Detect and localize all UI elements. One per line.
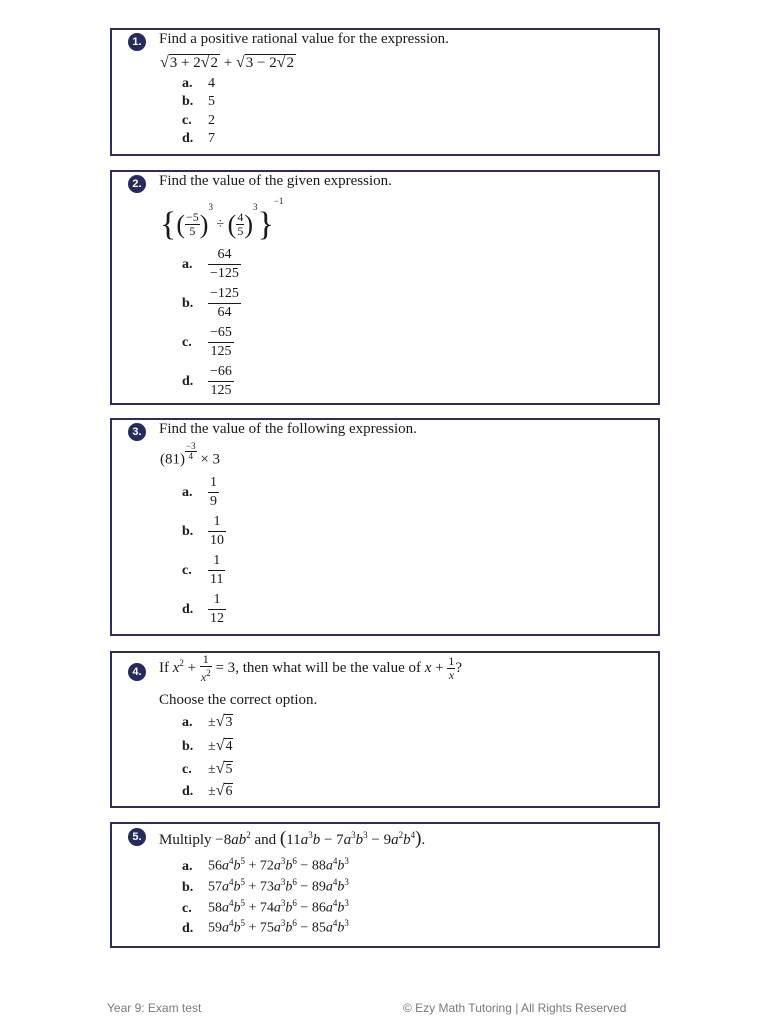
question-3-box <box>110 418 660 636</box>
footer-copyright: © Ezy Math Tutoring | All Rights Reserved <box>403 1001 627 1015</box>
option-c[interactable]: c. 2 <box>182 113 215 128</box>
math-expression: (81) $^{\frac{-3}{4}}$ × 3 <box>160 441 221 468</box>
question-number-badge: 1. <box>128 33 146 51</box>
option-b[interactable]: b. 5 <box>182 94 215 109</box>
question-number-badge: 2. <box>128 175 146 193</box>
math-expression: √3 + 2√2 + √3 − 2√2 <box>160 54 295 71</box>
math-expression: {( $\frac{-5}{5}$ )$^3$ ÷ ( $\frac{4}{5}$ )$^3$}$^{-1}$ <box>160 196 284 243</box>
question-prompt-secondary: Choose the correct option. <box>159 692 318 708</box>
option-c[interactable]: c. $\frac{-65}{125}$ <box>182 325 232 359</box>
question-prompt: Find the value of the following expression. <box>159 421 417 437</box>
question-1-box <box>110 28 660 156</box>
option-a[interactable]: a. $\frac{64}{-125}$ <box>182 247 239 281</box>
question-number-badge: 4. <box>128 663 146 681</box>
option-d[interactable]: d. $59a^4b^5 + 75a^3b^6 - 85a^4b^3$ <box>182 918 349 936</box>
question-4-box <box>110 651 660 808</box>
option-d[interactable]: d. $\frac{1}{12}$ <box>182 592 224 626</box>
question-5-box <box>110 822 660 948</box>
option-d[interactable]: d. ±√6 <box>182 782 233 799</box>
question-2-box <box>110 170 660 405</box>
option-a[interactable]: a. $\frac{1}{9}$ <box>182 475 217 509</box>
question-prompt: Find the value of the given expression. <box>159 173 392 189</box>
option-a[interactable]: a. $56a^4b^5 + 72a^3b^6 - 88a^4b^3$ <box>182 856 349 874</box>
option-b[interactable]: b. ±√4 <box>182 737 233 754</box>
question-number-badge: 3. <box>128 423 146 441</box>
footer-left: Year 9: Exam test <box>107 1001 202 1015</box>
option-b[interactable]: b. $\frac{1}{10}$ <box>182 514 224 548</box>
option-a[interactable]: a. 4 <box>182 76 215 91</box>
option-b[interactable]: b. $\frac{-125}{64}$ <box>182 286 239 320</box>
option-b[interactable]: b. $57a^4b^5 + 73a^3b^6 - 89a^4b^3$ <box>182 877 349 895</box>
question-prompt: Multiply $-8ab^2$ and $(11a^3b - 7a^3b^3 - 9a^2b^4)$. <box>159 828 426 849</box>
question-number-badge: 5. <box>128 828 146 846</box>
option-c[interactable]: c. ±√5 <box>182 760 233 777</box>
option-a[interactable]: a. ±√3 <box>182 713 233 730</box>
option-c[interactable]: c. $\frac{1}{11}$ <box>182 553 224 587</box>
question-prompt: If $x^2$ + $\frac{1}{x^2}$ = 3, then what will be the value of x + $\frac{1}{x}$ ? <box>159 652 463 684</box>
question-prompt: Find a positive rational value for the expression. <box>159 31 449 47</box>
option-d[interactable]: d. 7 <box>182 131 215 146</box>
option-d[interactable]: d. $\frac{-66}{125}$ <box>182 364 232 398</box>
option-c[interactable]: c. $58a^4b^5 + 74a^3b^6 - 86a^4b^3$ <box>182 898 349 916</box>
